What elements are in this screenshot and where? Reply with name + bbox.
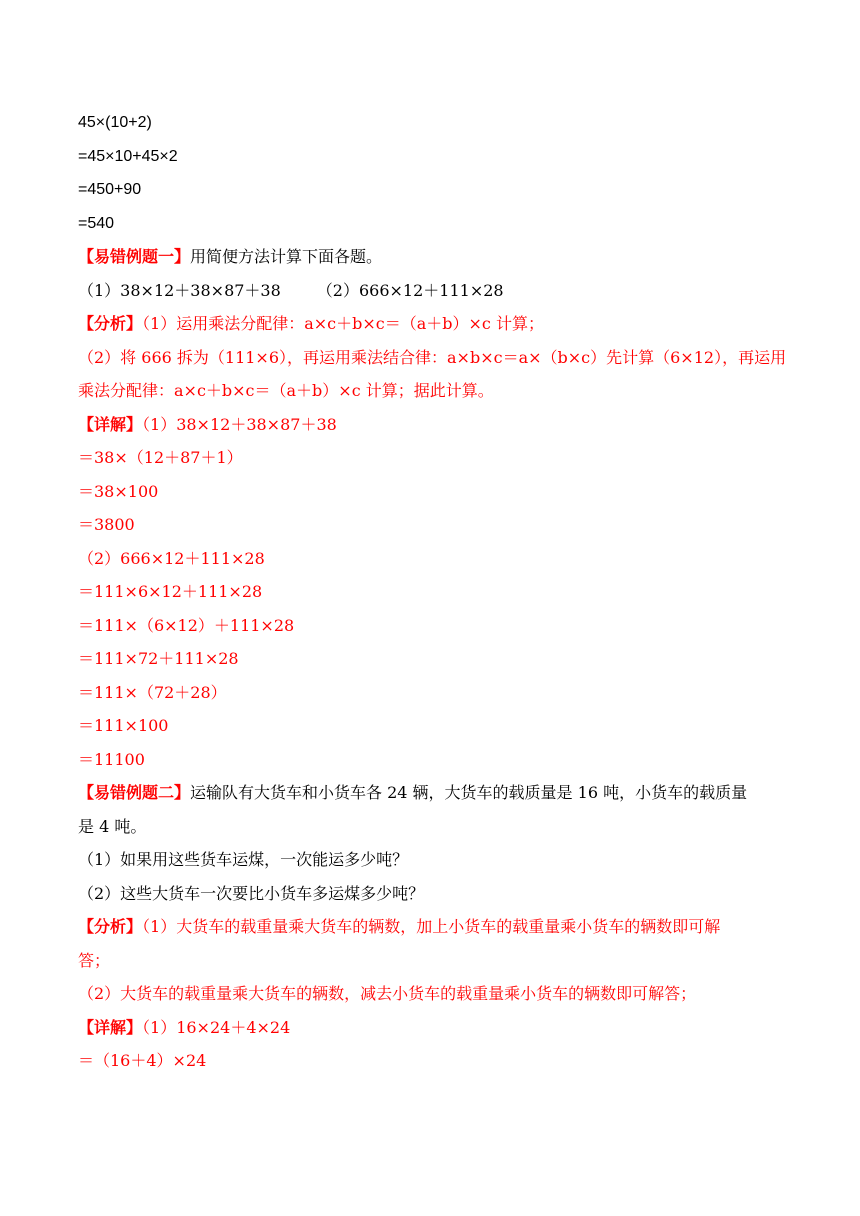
example2-prompt-1: 运输队有大货车和小货车各 24 辆，大货车的载质量是 16 吨，小货车的载质量: [190, 783, 748, 802]
example1-detail-tag: 【详解】: [78, 414, 143, 434]
intro-line-1: 45×(10+2): [78, 114, 152, 131]
example1-detail-line-6: ＝111×（6×12）＋111×28: [78, 615, 295, 635]
example1-detail-line-10: ＝11100: [78, 749, 145, 769]
example2-detail-line-1: ＝（16＋4）×24: [78, 1051, 207, 1070]
example1-questions: [78, 274, 790, 308]
example1-detail-line-9: ＝111×100: [78, 716, 169, 735]
intro-line-2: =45×10+45×2: [78, 147, 178, 165]
example2-detail-tag: 【详解】: [78, 1017, 143, 1037]
example2-detail-first: （1）16×24＋4×24: [142, 1017, 291, 1037]
example1-tag: 【易错例题一】: [78, 247, 191, 266]
example2-analysis-text-1: （1）大货车的载重量乘大货车的辆数，加上小货车的载重量乘小货车的辆数即可解: [142, 917, 721, 936]
example1-analysis-1: [78, 307, 790, 341]
example2-tag: 【易错例题二】: [78, 783, 191, 802]
example2-analysis-1: [78, 910, 790, 944]
document-page: [78, 106, 790, 1078]
example2-detail-heading: [78, 1011, 790, 1045]
example1-detail-line-8: ＝111×（72＋28）: [78, 682, 227, 702]
example1-detail-heading: [78, 408, 790, 442]
example2-analysis-2: （2）大货车的载重量乘大货车的辆数，减去小货车的载重量乘小货车的辆数即可解答；: [78, 984, 697, 1003]
example1-heading: [78, 240, 790, 274]
example2-analysis-1-cont: 答；: [78, 950, 111, 970]
example1-detail-line-2: ＝38×100: [78, 481, 159, 501]
example1-analysis-tag: 【分析】: [78, 314, 143, 333]
example1-detail-line-4: （2）666×12＋111×28: [78, 548, 265, 568]
example1-detail-line-5: ＝111×6×12＋111×28: [78, 582, 263, 601]
example1-prompt: 用简便方法计算下面各题。: [190, 247, 383, 266]
example1-question-1: （1）38×12＋38×87＋38: [78, 280, 281, 300]
example1-detail-first: （1）38×12＋38×87＋38: [142, 414, 337, 434]
example1-detail-line-1: ＝38×（12＋87＋1）: [78, 448, 243, 467]
example2-prompt-2: 是 4 吨。: [78, 816, 147, 836]
example2-analysis-tag: 【分析】: [78, 917, 143, 936]
intro-line-4: =540: [78, 214, 115, 232]
example1-question-2: （2）666×12＋111×28: [316, 280, 504, 300]
example1-detail-line-3: ＝3800: [78, 515, 135, 534]
example1-analysis-text-1: （1）运用乘法分配律：a×c＋b×c＝（a＋b）×c 计算；: [142, 314, 544, 333]
example2-question-1: （1）如果用这些货车运煤，一次能运多少吨？: [78, 850, 409, 869]
example1-detail-line-7: ＝111×72＋111×28: [78, 649, 239, 668]
intro-line-3: =450+90: [78, 181, 142, 198]
example2-heading: [78, 776, 790, 810]
example2-question-2: （2）这些大货车一次要比小货车多运煤多少吨？: [78, 883, 425, 903]
example1-analysis-2: （2）将 666 拆为（111×6），再运用乘法结合律：a×b×c＝a×（b×c）先计算（6×12），再运用乘法分配律：a×c＋b×c＝（a＋b）×c 计算；据此计算。: [78, 347, 787, 400]
